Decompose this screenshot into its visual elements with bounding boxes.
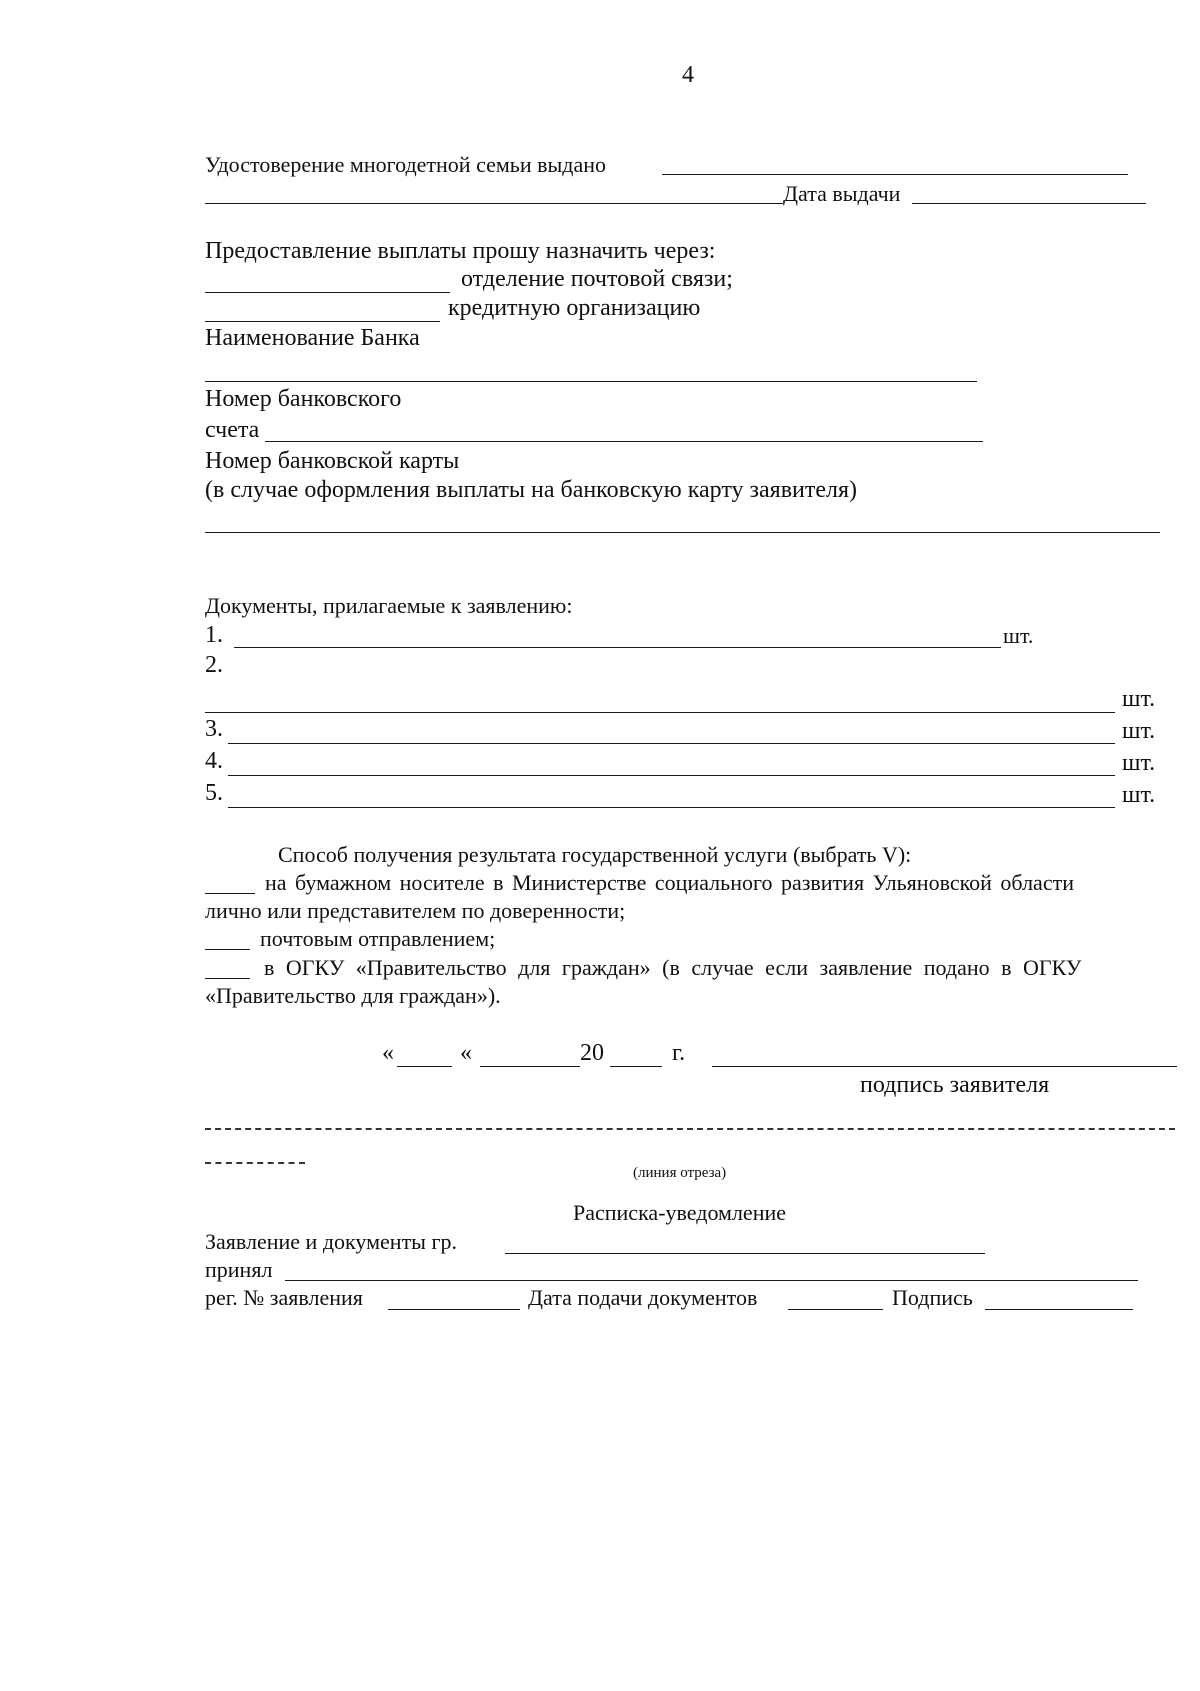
card-note: (в случае оформления выплаты на банковскую карту заявителя) xyxy=(205,477,858,503)
option-ogku-checkbox[interactable] xyxy=(205,978,250,979)
option-mail-label: почтовым отправлением; xyxy=(260,926,496,951)
date-year-suffix: г. xyxy=(672,1040,686,1066)
receipt-docs-label: Заявление и документы гр. xyxy=(205,1229,457,1254)
receipt-title: Расписка-уведомление xyxy=(573,1200,787,1225)
date-year-prefix: 20 xyxy=(580,1040,604,1066)
option-paper-label-cont: лично или представителем по доверенности; xyxy=(205,898,626,923)
cut-line xyxy=(205,1128,1175,1130)
receipt-citizen-field[interactable] xyxy=(505,1253,985,1254)
account-number-field[interactable] xyxy=(265,441,983,442)
document-item-5-field[interactable] xyxy=(228,807,1115,808)
document-item-3-number: 3. xyxy=(205,716,223,742)
document-item-5-number: 5. xyxy=(205,780,223,806)
certificate-issuer-field[interactable] xyxy=(662,174,1128,175)
receipt-accepted-field[interactable] xyxy=(285,1280,1138,1281)
date-quote-close: « xyxy=(460,1040,472,1066)
card-label: Номер банковской карты xyxy=(205,448,460,474)
applicant-signature-label: подпись заявителя xyxy=(860,1072,1050,1098)
receipt-accepted-label: принял xyxy=(205,1257,273,1282)
account-label-1: Номер банковского xyxy=(205,386,402,412)
post-option-label: отделение почтовой связи; xyxy=(461,266,733,292)
date-day-field[interactable] xyxy=(397,1066,452,1067)
post-option-checkbox[interactable] xyxy=(205,292,450,293)
payment-heading: Предоставление выплаты прошу назначить через: xyxy=(205,238,716,264)
date-quote-open: « xyxy=(382,1040,394,1066)
documents-heading: Документы, прилагаемые к заявлению: xyxy=(205,593,573,618)
document-item-1-number: 1. xyxy=(205,622,223,648)
credit-option-label: кредитную организацию xyxy=(448,295,701,321)
bank-name-label: Наименование Банка xyxy=(205,325,420,351)
certificate-date-label: Дата выдачи xyxy=(783,181,901,206)
cut-line-cont xyxy=(205,1162,305,1164)
document-item-4-unit: шт. xyxy=(1122,750,1156,776)
document-item-1-field[interactable] xyxy=(234,647,1001,648)
page-number: 4 xyxy=(682,62,694,88)
option-paper-checkbox[interactable] xyxy=(205,893,255,894)
option-paper-label: на бумажном носителе в Министерстве социального развития Ульяновской области xyxy=(265,870,1074,895)
document-item-4-field[interactable] xyxy=(228,775,1115,776)
document-item-2-field[interactable] xyxy=(205,712,1115,713)
bank-name-field[interactable] xyxy=(205,381,977,382)
date-month-field[interactable] xyxy=(480,1066,580,1067)
date-year-field[interactable] xyxy=(610,1066,662,1067)
account-label-2: счета xyxy=(205,417,260,443)
cut-line-label: (линия отреза) xyxy=(633,1165,727,1181)
document-item-1-unit: шт. xyxy=(1003,623,1034,648)
document-item-2-number: 2. xyxy=(205,652,223,678)
document-item-3-unit: шт. xyxy=(1122,718,1156,744)
receipt-date-label: Дата подачи документов xyxy=(528,1285,758,1310)
document-item-5-unit: шт. xyxy=(1122,782,1156,808)
document-item-4-number: 4. xyxy=(205,748,223,774)
option-mail-checkbox[interactable] xyxy=(205,949,250,950)
certificate-issued-label: Удостоверение многодетной семьи выдано xyxy=(205,152,607,177)
receipt-sign-field[interactable] xyxy=(985,1309,1133,1310)
document-item-3-field[interactable] xyxy=(228,743,1115,744)
result-method-heading: Способ получения результата государственной услуги (выбрать V): xyxy=(278,842,912,867)
document-item-2-unit: шт. xyxy=(1122,686,1156,712)
receipt-reg-label: рег. № заявления xyxy=(205,1285,363,1310)
receipt-sign-label: Подпись xyxy=(892,1285,973,1310)
credit-option-checkbox[interactable] xyxy=(205,321,440,322)
certificate-issuer-field-cont[interactable] xyxy=(205,203,783,204)
option-ogku-label: в ОГКУ «Правительство для граждан» (в случае если заявление подано в ОГКУ xyxy=(264,955,1082,980)
receipt-date-field[interactable] xyxy=(788,1309,883,1310)
card-number-field[interactable] xyxy=(205,532,1160,533)
receipt-reg-field[interactable] xyxy=(388,1309,520,1310)
option-ogku-label-cont: «Правительство для граждан»). xyxy=(205,983,501,1008)
certificate-date-field[interactable] xyxy=(912,203,1146,204)
applicant-signature-field[interactable] xyxy=(712,1066,1177,1067)
